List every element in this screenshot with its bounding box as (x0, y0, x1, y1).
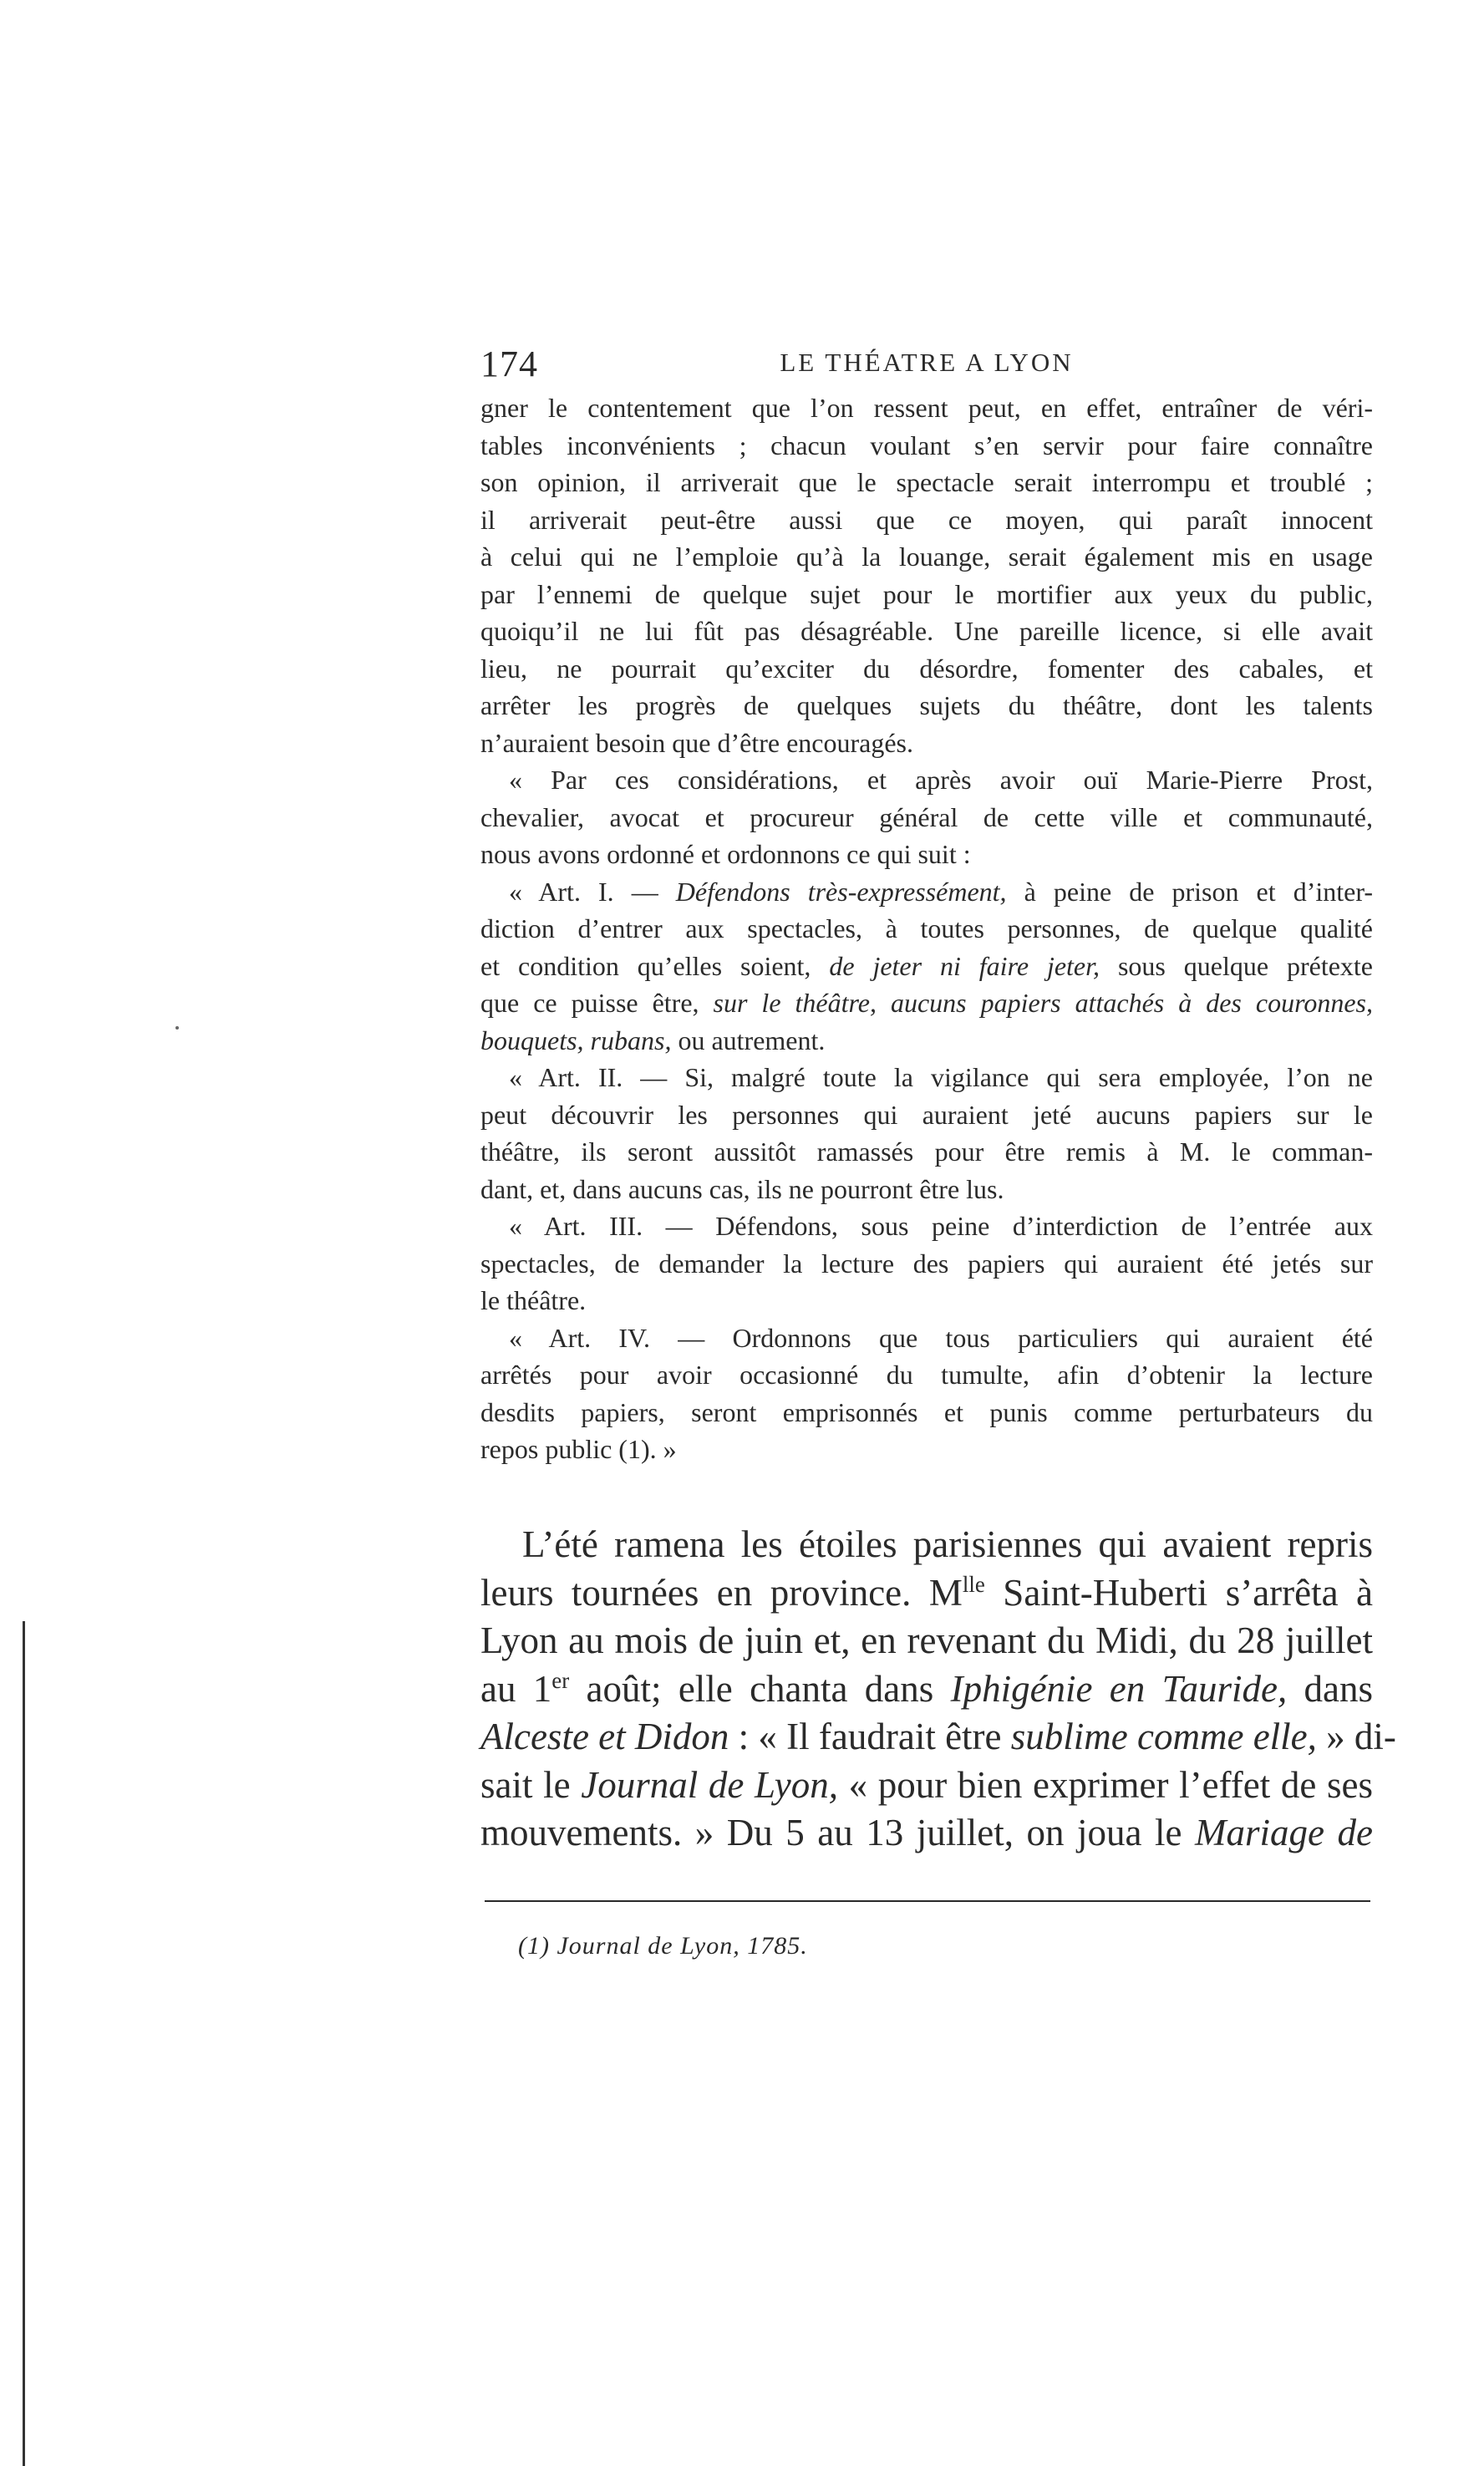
text-line: théâtre, ils seront aussitôt ramassés pour être remis à M. le comman- (480, 1136, 1373, 1167)
text-line: Lyon au mois de juin et, en revenant du Midi, du 28 juillet (480, 1619, 1373, 1661)
italic-run: bouquets, rubans, (480, 1025, 672, 1055)
text-run: au 1 (480, 1667, 552, 1710)
text-run: à peine de prison et d’inter- (1006, 876, 1374, 907)
text-run: que ce puisse être, (480, 988, 714, 1018)
text-run: sous quelque prétexte (1100, 950, 1373, 981)
text-line (480, 1713, 1396, 1762)
italic-run: sublime comme elle, (1010, 1716, 1317, 1757)
scan-margin-line (23, 1621, 25, 2466)
text-line: le théâtre. (480, 1285, 587, 1315)
text-run: » di- (1316, 1716, 1396, 1757)
footnote-rule (485, 1900, 1370, 1902)
running-title: LE THÉATRE A LYON (780, 348, 1074, 377)
text-run: : « Il faudrait être (729, 1716, 1011, 1757)
text-line (480, 1762, 1373, 1810)
text-line: il arriverait peut-être aussi que ce moyen, qui paraît innocent (480, 504, 1373, 535)
text-line (480, 1665, 1373, 1714)
italic-run: Défendons très-expressément, (675, 876, 1007, 907)
text-run: sait le (480, 1763, 582, 1806)
text-line: arrêtés pour avoir occasionné du tumulte, afin d’obtenir la lecture (480, 1360, 1373, 1390)
text-line: arrêter les progrès de quelques sujets du théâtre, dont les talents (480, 690, 1373, 720)
italic-run: de jeter ni faire jeter, (829, 950, 1100, 981)
italic-run: Alceste et Didon (480, 1716, 729, 1757)
article-1-line (480, 1022, 1373, 1060)
article-1-line (480, 873, 1373, 911)
text-line: « Art. III. — Défendons, sous peine d’interdiction de l’entrée aux (509, 1211, 1373, 1241)
italic-run: Mariage de (1195, 1812, 1373, 1853)
text-line: tables inconvénients ; chacun voulant s’en servir pour faire connaître (480, 430, 1373, 460)
text-run: et condition qu’elles soient, (480, 950, 830, 981)
text-line: gner le contentement que l’on ressent peut, en effet, entraîner de véri- (480, 393, 1373, 423)
text-line (480, 1569, 1373, 1618)
text-line: « Art. IV. — Ordonnons que tous particuliers qui auraient été (509, 1322, 1373, 1353)
text-line: quoiqu’il ne lui fût pas désagréable. Une pareille licence, si elle avait (480, 616, 1373, 646)
text-run: « pour bien exprimer l’effet de ses (837, 1763, 1374, 1806)
text-line: peut découvrir les personnes qui auraient jeté aucuns papiers sur le (480, 1099, 1373, 1130)
text-run: mouvements. » Du 5 au 13 juillet, on joua le (480, 1812, 1196, 1853)
text-line (480, 1809, 1373, 1858)
text-line: repos public (1). » (480, 1434, 677, 1464)
text-run: dans (1287, 1667, 1373, 1710)
quoted-ordinance (480, 389, 1373, 1468)
text-line: dant, et, dans aucuns cas, ils ne pourront être lus. (480, 1173, 1004, 1204)
text-line: L’été ramena les étoiles parisiennes qui avaient repris (522, 1523, 1373, 1565)
article-1-line (480, 948, 1373, 985)
text-line: son opinion, il arriverait que le spectacle serait interrompu et troublé ; (480, 467, 1373, 497)
text-line: diction d’entrer aux spectacles, à toutes personnes, de quelque qualité (480, 913, 1373, 943)
text-line: par l’ennemi de quelque sujet pour le mortifier aux yeux du public, (480, 578, 1373, 609)
text-line: desdits papiers, seront emprisonnés et punis comme perturbateurs du (480, 1396, 1373, 1427)
text-line: « Par ces considérations, et après avoir ouï Marie-Pierre Prost, (509, 765, 1373, 795)
page-header (480, 343, 1373, 389)
text-run: août; elle chanta dans (569, 1667, 951, 1710)
text-run: leurs tournées en province. M (480, 1571, 963, 1614)
text-run: ou autrement. (671, 1025, 826, 1055)
superscript: er (551, 1667, 570, 1693)
text-line: « Art. II. — Si, malgré toute la vigilance qui sera employée, l’on ne (509, 1062, 1373, 1092)
text-line: n’auraient besoin que d’être encouragés. (480, 727, 913, 758)
superscript: lle (962, 1571, 985, 1597)
footnote: (1) Journal de Lyon, 1785. (518, 1932, 808, 1960)
italic-run: sur le théâtre, aucuns papiers attachés à des couronnes, (713, 988, 1373, 1018)
italic-run: Journal de Lyon, (581, 1763, 838, 1806)
text-run: Saint-Huberti s’arrêta à (984, 1571, 1373, 1614)
text-run: « Art. I. — (509, 876, 676, 907)
body-paragraph (480, 1521, 1396, 1858)
text-line: lieu, ne pourrait qu’exciter du désordre, fomenter des cabales, et (480, 653, 1373, 684)
text-line: nous avons ordonné et ordonnons ce qui suit : (480, 839, 971, 869)
text-line: à celui qui ne l’emploie qu’à la louange, serait également mis en usage (480, 542, 1373, 572)
page-number: 174 (480, 343, 538, 384)
text-line: chevalier, avocat et procureur général de cette ville et communauté, (480, 801, 1373, 832)
italic-run: Iphigénie en Tauride, (950, 1667, 1288, 1710)
scan-speck (175, 1026, 179, 1030)
article-1-line (480, 984, 1373, 1022)
text-line: spectacles, de demander la lecture des papiers qui auraient été jetés sur (480, 1248, 1373, 1279)
